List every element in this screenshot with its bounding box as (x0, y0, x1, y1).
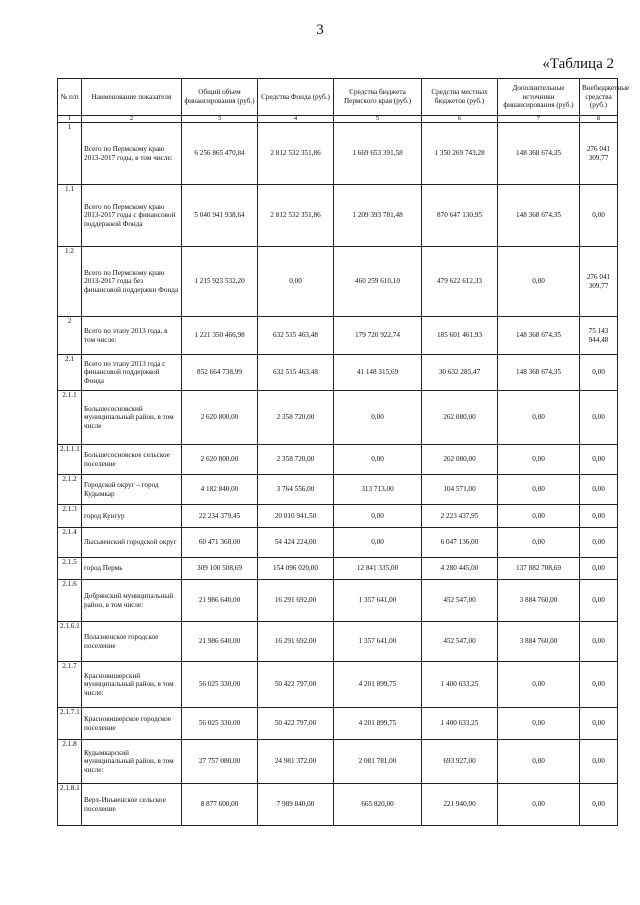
additional-sources: 0,00 (498, 475, 580, 505)
extrabudgetary-funds: 0,00 (580, 662, 618, 708)
additional-sources: 148 368 674,35 (498, 185, 580, 247)
regional-budget: 179 720 922,74 (334, 317, 422, 355)
column-number: 7 (498, 116, 580, 123)
additional-sources: 148 368 674,35 (498, 355, 580, 391)
extrabudgetary-funds: 0,00 (580, 355, 618, 391)
local-budget: 104 571,00 (422, 475, 498, 505)
fund-amount: 632 515 463,48 (258, 355, 334, 391)
additional-sources: 0,00 (498, 740, 580, 784)
row-number: 2 (58, 317, 82, 355)
row-number: 2.1.6 (58, 580, 82, 622)
column-number: 1 (58, 116, 82, 123)
column-number: 5 (334, 116, 422, 123)
column-header: Дополнительные источники финансирования (руб.) (498, 79, 580, 116)
extrabudgetary-funds: 0,00 (580, 740, 618, 784)
local-budget: 479 622 612,33 (422, 247, 498, 317)
local-budget: 2 223 437,95 (422, 505, 498, 528)
total-financing: 852 664 738,99 (182, 355, 258, 391)
table-row (58, 708, 618, 740)
table-row (58, 740, 618, 784)
additional-sources: 137 882 708,69 (498, 558, 580, 580)
table-row (58, 185, 618, 247)
regional-budget: 1 669 653 391,58 (334, 123, 422, 185)
total-financing: 309 100 508,69 (182, 558, 258, 580)
column-header: Общий объем финансирования (руб.) (182, 79, 258, 116)
local-budget: 262 080,00 (422, 391, 498, 445)
table-row (58, 475, 618, 505)
regional-budget: 460 259 610,10 (334, 247, 422, 317)
total-financing: 21 986 640,00 (182, 580, 258, 622)
column-header: Внебюджетные средства (руб.) (580, 79, 618, 116)
indicator-name: Всего по Пермскому краю 2013-2017 годы с финансовой поддержкой Фонда (82, 185, 182, 247)
indicator-name: Всего по этапу 2013 года с финансовой поддержкой Фонда (82, 355, 182, 391)
table-body (58, 123, 618, 826)
indicator-name: Лысьвенский городской округ (82, 528, 182, 558)
local-budget: 185 601 461,93 (422, 317, 498, 355)
fund-amount: 2 358 720,00 (258, 445, 334, 475)
local-budget: 1 350 269 743,28 (422, 123, 498, 185)
indicator-name: город Кунгур (82, 505, 182, 528)
total-financing: 60 471 360,00 (182, 528, 258, 558)
extrabudgetary-funds: 0,00 (580, 558, 618, 580)
extrabudgetary-funds: 0,00 (580, 580, 618, 622)
regional-budget: 665 820,00 (334, 784, 422, 826)
table-row (58, 784, 618, 826)
total-financing: 1 221 350 466,98 (182, 317, 258, 355)
fund-amount: 50 422 797,00 (258, 662, 334, 708)
page-number: 3 (316, 22, 324, 38)
extrabudgetary-funds: 0,00 (580, 528, 618, 558)
local-budget: 1 400 633,25 (422, 662, 498, 708)
local-budget: 452 547,00 (422, 622, 498, 662)
table-row (58, 580, 618, 622)
additional-sources: 0,00 (498, 708, 580, 740)
table-row (58, 558, 618, 580)
fund-amount: 50 422 797,00 (258, 708, 334, 740)
additional-sources: 148 368 674,35 (498, 317, 580, 355)
row-number: 2.1 (58, 355, 82, 391)
total-financing: 21 986 640,00 (182, 622, 258, 662)
additional-sources: 0,00 (498, 445, 580, 475)
column-header: № п/п (58, 79, 82, 116)
regional-budget: 4 201 899,75 (334, 708, 422, 740)
indicator-name: Большесосновский муниципальный район, в том числе (82, 391, 182, 445)
regional-budget: 0,00 (334, 445, 422, 475)
regional-budget: 2 081 781,00 (334, 740, 422, 784)
regional-budget: 12 841 335,00 (334, 558, 422, 580)
fund-amount: 24 981 372,00 (258, 740, 334, 784)
indicator-name: Кудымкарский муниципальный район, в том числе: (82, 740, 182, 784)
additional-sources: 0,00 (498, 505, 580, 528)
fund-amount: 0,00 (258, 247, 334, 317)
table-row (58, 445, 618, 475)
additional-sources: 0,00 (498, 662, 580, 708)
total-financing: 6 256 865 470,84 (182, 123, 258, 185)
table-row (58, 528, 618, 558)
regional-budget: 1 357 641,00 (334, 580, 422, 622)
table-row (58, 622, 618, 662)
row-number: 1 (58, 123, 82, 185)
fund-amount: 3 764 556,00 (258, 475, 334, 505)
row-number: 2.1.4 (58, 528, 82, 558)
total-financing: 1 215 923 532,20 (182, 247, 258, 317)
column-header: Средства Фонда (руб.) (258, 79, 334, 116)
local-budget: 452 547,00 (422, 580, 498, 622)
total-financing: 56 025 330,00 (182, 708, 258, 740)
total-financing: 27 757 080,00 (182, 740, 258, 784)
fund-amount: 154 096 020,00 (258, 558, 334, 580)
extrabudgetary-funds: 0,00 (580, 622, 618, 662)
regional-budget: 41 148 315,69 (334, 355, 422, 391)
total-financing: 56 025 330,00 (182, 662, 258, 708)
row-number: 2.1.8 (58, 740, 82, 784)
extrabudgetary-funds: 0,00 (580, 445, 618, 475)
additional-sources: 0,00 (498, 528, 580, 558)
indicator-name: Всего по этапу 2013 года, в том числе: (82, 317, 182, 355)
table-row (58, 505, 618, 528)
additional-sources: 3 884 760,00 (498, 580, 580, 622)
row-number: 2.1.1.1 (58, 445, 82, 475)
local-budget: 6 047 136,00 (422, 528, 498, 558)
regional-budget: 4 201 899,75 (334, 662, 422, 708)
column-number: 4 (258, 116, 334, 123)
local-budget: 1 400 633,25 (422, 708, 498, 740)
column-number-row (58, 116, 618, 123)
extrabudgetary-funds: 0,00 (580, 475, 618, 505)
indicator-name: Всего по Пермскому краю 2013-2017 годы без финансовой поддержки Фонда (82, 247, 182, 317)
table-row (58, 123, 618, 185)
indicator-name: Верх-Иньвенское сельское поселение (82, 784, 182, 826)
fund-amount: 7 989 840,00 (258, 784, 334, 826)
financing-table (57, 78, 630, 826)
table-caption: «Таблица 2 (542, 56, 614, 72)
row-number: 2.1.8.1 (58, 784, 82, 826)
row-number: 2.1.7.1 (58, 708, 82, 740)
table-row (58, 247, 618, 317)
total-financing: 2 620 800,00 (182, 445, 258, 475)
fund-amount: 2 812 532 351,86 (258, 185, 334, 247)
additional-sources: 0,00 (498, 247, 580, 317)
local-budget: 870 647 130,95 (422, 185, 498, 247)
extrabudgetary-funds: 0,00 (580, 784, 618, 826)
additional-sources: 0,00 (498, 391, 580, 445)
column-header: Наименование показателя (82, 79, 182, 116)
column-number: 3 (182, 116, 258, 123)
extrabudgetary-funds: 0,00 (580, 185, 618, 247)
row-number: 2.1.3 (58, 505, 82, 528)
total-financing: 8 877 600,00 (182, 784, 258, 826)
fund-amount: 16 291 692,00 (258, 580, 334, 622)
total-financing: 2 620 800,00 (182, 391, 258, 445)
additional-sources: 0,00 (498, 784, 580, 826)
row-number: 2.1.6.1 (58, 622, 82, 662)
fund-amount: 54 424 224,00 (258, 528, 334, 558)
table-row (58, 662, 618, 708)
indicator-name: Городской округ – город Кудымкар (82, 475, 182, 505)
regional-budget: 0,00 (334, 528, 422, 558)
table-row (58, 355, 618, 391)
column-number: 2 (82, 116, 182, 123)
row-number: 2.1.7 (58, 662, 82, 708)
indicator-name: Красновишерское городское поселение (82, 708, 182, 740)
extrabudgetary-funds: 276 041 309,77 (580, 247, 618, 317)
indicator-name: Добрянский муниципальный район, в том числе: (82, 580, 182, 622)
extrabudgetary-funds: 276 041 309,77 (580, 123, 618, 185)
total-financing: 5 040 941 938,64 (182, 185, 258, 247)
fund-amount: 20 010 941,50 (258, 505, 334, 528)
fund-amount: 2 812 532 351,86 (258, 123, 334, 185)
indicator-name: Полазненское городское поселение (82, 622, 182, 662)
indicator-name: Красновишерский муниципальный район, в том числе: (82, 662, 182, 708)
row-number: 1.1 (58, 185, 82, 247)
row-number: 2.1.5 (58, 558, 82, 580)
extrabudgetary-funds: 0,00 (580, 505, 618, 528)
table-row (58, 317, 618, 355)
total-financing: 22 234 379,45 (182, 505, 258, 528)
local-budget: 221 940,00 (422, 784, 498, 826)
total-financing: 4 182 840,00 (182, 475, 258, 505)
column-number: 8 (580, 116, 618, 123)
regional-budget: 1 209 393 781,48 (334, 185, 422, 247)
indicator-name: Большесосновское сельское поселение (82, 445, 182, 475)
extrabudgetary-funds: 0,00 (580, 708, 618, 740)
indicator-name: город Пермь (82, 558, 182, 580)
local-budget: 262 080,00 (422, 445, 498, 475)
extrabudgetary-funds: 0,00 (580, 391, 618, 445)
table-row (58, 391, 618, 445)
row-number: 1.2 (58, 247, 82, 317)
additional-sources: 148 368 674,35 (498, 123, 580, 185)
indicator-name: Всего по Пермскому краю 2013-2017 годы, в том числе: (82, 123, 182, 185)
local-budget: 4 280 445,00 (422, 558, 498, 580)
column-header: Средства местных бюджетов (руб.) (422, 79, 498, 116)
local-budget: 30 632 285,47 (422, 355, 498, 391)
fund-amount: 2 358 720,00 (258, 391, 334, 445)
extrabudgetary-funds: 75 143 944,48 (580, 317, 618, 355)
regional-budget: 0,00 (334, 505, 422, 528)
column-number: 6 (422, 116, 498, 123)
regional-budget: 313 713,00 (334, 475, 422, 505)
additional-sources: 3 884 760,00 (498, 622, 580, 662)
fund-amount: 632 515 463,48 (258, 317, 334, 355)
fund-amount: 16 291 692,00 (258, 622, 334, 662)
row-number: 2.1.2 (58, 475, 82, 505)
local-budget: 693 927,00 (422, 740, 498, 784)
row-number: 2.1.1 (58, 391, 82, 445)
regional-budget: 0,00 (334, 391, 422, 445)
column-header: Средства бюджета Пермского края (руб.) (334, 79, 422, 116)
table-header-row (58, 79, 618, 116)
regional-budget: 1 357 641,00 (334, 622, 422, 662)
